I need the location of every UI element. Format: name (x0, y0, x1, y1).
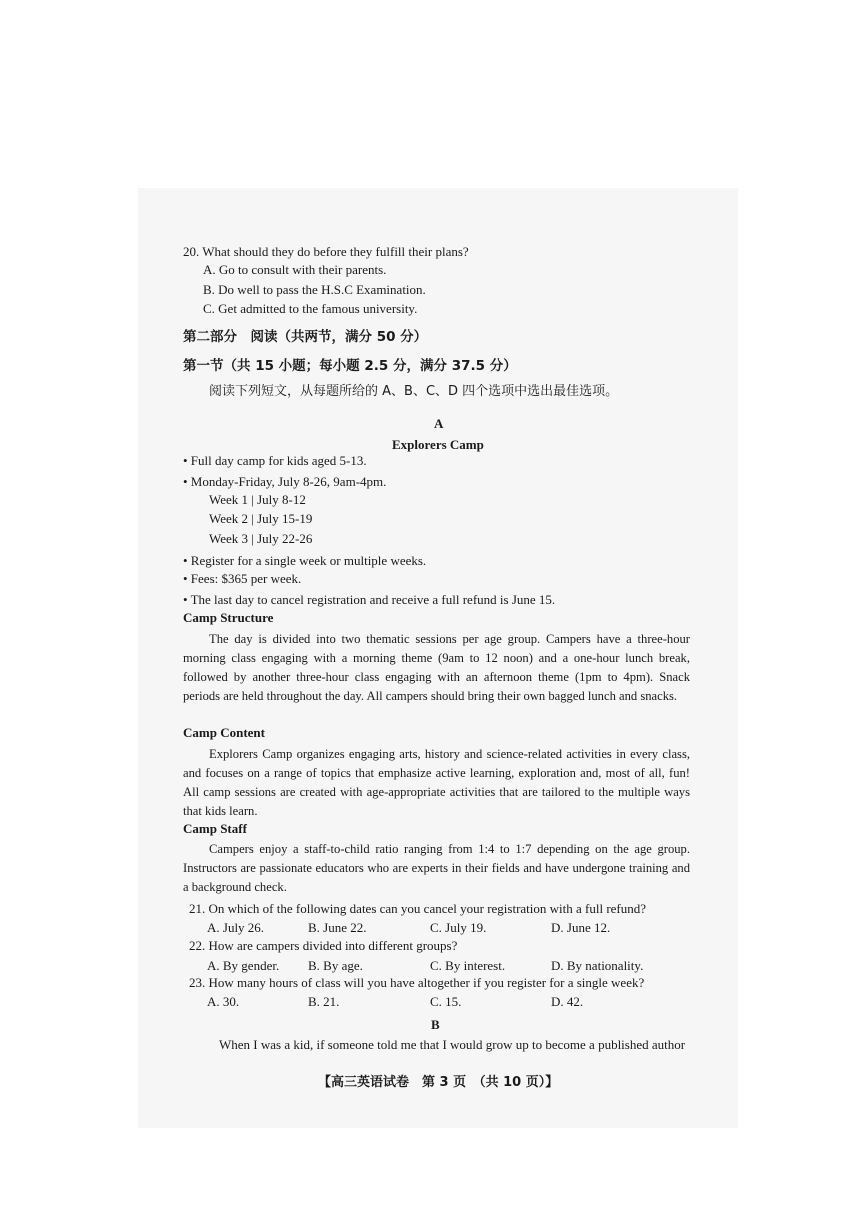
question-20-option-a: A. Go to consult with their parents. (203, 262, 387, 277)
passage-a-title: Explorers Camp (392, 437, 484, 452)
question-22-option-a: A. By gender. (207, 958, 280, 973)
passage-a-letter: A (434, 416, 444, 431)
page-footer: 【高三英语试卷 第 3 页 （共 10 页）】 (318, 1075, 559, 1090)
camp-week-3: Week 3 | July 22-26 (209, 531, 313, 546)
camp-staff-heading: Camp Staff (183, 821, 247, 836)
camp-content-text: Explorers Camp organizes engaging arts, history and science-related activities in every class, and focuses on a range of topics that emphasize active learning, exploration and, most of all, fun! All camp sessions are created with age-appropriate activities that are tailored to the multiple ways that kids learn. (183, 747, 690, 818)
camp-info-bullet: • Fees: $365 per week. (183, 571, 302, 586)
question-21-option-c: C. July 19. (430, 920, 487, 935)
camp-week-1: Week 1 | July 8-12 (209, 492, 306, 507)
section-1-heading: 第一节（共 15 小题；每小题 2.5 分，满分 37.5 分） (183, 358, 517, 374)
question-23-option-c: C. 15. (430, 994, 462, 1009)
question-20-option-c: C. Get admitted to the famous university. (203, 301, 418, 316)
question-21-option-d: D. June 12. (551, 920, 611, 935)
question-22-option-d: D. By nationality. (551, 958, 644, 973)
question-20-option-b: B. Do well to pass the H.S.C Examination. (203, 282, 426, 297)
question-23-option-a: A. 30. (207, 994, 240, 1009)
camp-info-bullet: • Monday-Friday, July 8-26, 9am-4pm. (183, 474, 387, 489)
question-23-option-b: B. 21. (308, 994, 340, 1009)
camp-structure-heading: Camp Structure (183, 610, 274, 625)
camp-staff-text: Campers enjoy a staff-to-child ratio ranging from 1:4 to 1:7 depending on the age group. Instructors are passionate educators who are experts in their fields and have undergone training and a background check. (183, 842, 690, 894)
reading-instruction: 阅读下列短文，从每题所给的 A、B、C、D 四个选项中选出最佳选项。 (209, 384, 619, 399)
passage-b-letter: B (431, 1017, 440, 1032)
question-22-option-c: C. By interest. (430, 958, 506, 973)
camp-week-2: Week 2 | July 15-19 (209, 511, 313, 526)
part-2-heading: 第二部分 阅读（共两节，满分 50 分） (183, 329, 428, 345)
question-22-option-b: B. By age. (308, 958, 363, 973)
question-21-stem: 21. On which of the following dates can you cancel your registration with a full refund? (189, 901, 647, 916)
question-22-stem: 22. How are campers divided into different groups? (189, 938, 458, 953)
question-20-stem: 20. What should they do before they fulfill their plans? (183, 244, 469, 259)
camp-content-heading: Camp Content (183, 725, 265, 740)
question-23-option-d: D. 42. (551, 994, 584, 1009)
camp-info-bullet: • Register for a single week or multiple weeks. (183, 553, 427, 568)
passage-b-first-line: When I was a kid, if someone told me that I would grow up to become a published author (219, 1037, 686, 1052)
question-21-option-b: B. June 22. (308, 920, 367, 935)
camp-info-bullet: • The last day to cancel registration and receive a full refund is June 15. (183, 592, 556, 607)
question-21-option-a: A. July 26. (207, 920, 265, 935)
camp-structure-text: The day is divided into two thematic sessions per age group. Campers have a three-hour morning class engaging with a morning theme (9am to 12 noon) and a one-hour lunch break, followed by another three-hour class engaging with an afternoon theme (1pm to 4pm). Snack periods are held throughout the day. All campers should bring their own bagged lunch and snacks. (183, 632, 690, 703)
camp-info-bullet: • Full day camp for kids aged 5-13. (183, 453, 367, 468)
question-23-stem: 23. How many hours of class will you have altogether if you register for a single week? (189, 975, 645, 990)
